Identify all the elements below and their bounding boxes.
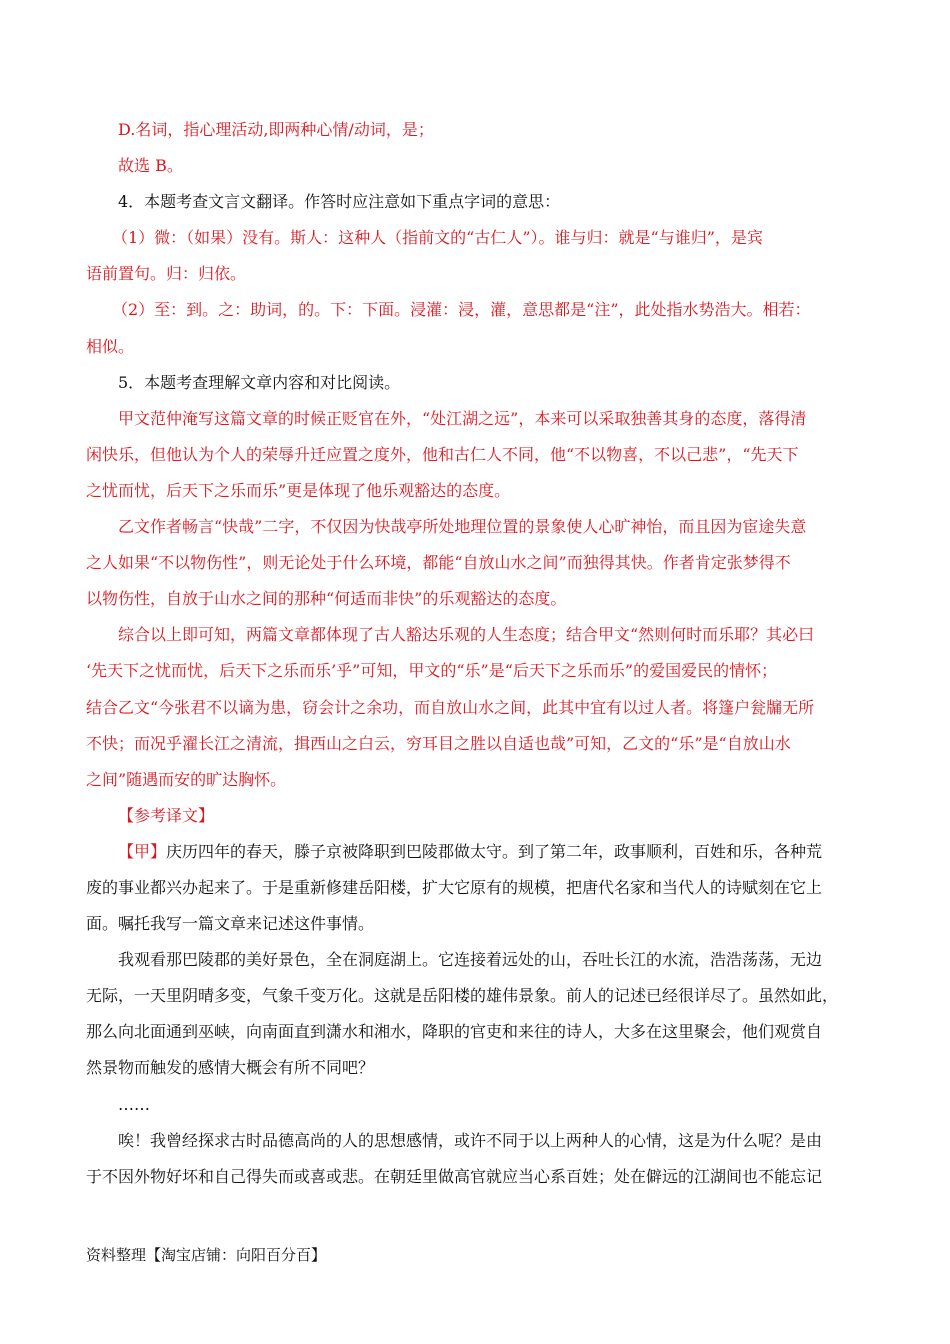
q4-point-2-line-2: 相似。: [86, 336, 135, 356]
q5-para3-line-3: 结合乙文“今张君不以谪为患，窃会计之余功，而自放山水之间，此其中宜有以过人者。将篷户瓮牖无所: [86, 697, 815, 717]
q5-para3-line-4: 不快；而况乎濯长江之清流，揖西山之白云，穷耳目之胜以自适也哉”可知，乙文的“乐”是“自放山水: [86, 733, 791, 753]
q4-point-1-line-1: （1）微：（如果）没有。斯人：这种人（指前文的“古仁人”）。谁与归：就是“与谁归”，是宾: [112, 228, 763, 248]
jia-marker: 【甲】: [118, 841, 167, 861]
q5-para3-line-1: 综合以上即可知，两篇文章都体现了古人豁达乐观的人生态度；结合甲文“然则何时而乐耶？其必曰: [118, 625, 815, 645]
q5-para3-line-5: 之间”随遇而安的旷达胸怀。: [86, 769, 287, 789]
translation-jia-line-1: 【甲】庆历四年的春天，滕子京被降职到巴陵郡做太守。到了第二年，政事顺利，百姓和乐，各种荒: [118, 841, 823, 861]
q5-heading: 5．本题考查理解文章内容和对比阅读。: [118, 372, 401, 392]
q5-para1-line-1: 甲文范仲淹写这篇文章的时候正贬官在外，“处江湖之远”，本来可以采取独善其身的态度，落得清: [118, 408, 807, 428]
translation-para2-line-3: 那么向北面通到巫峡，向南面直到潇水和湘水，降职的官吏和来往的诗人，大多在这里聚会，他们观赏自: [86, 1022, 823, 1042]
translation-para3-line-1: 唉！我曾经探求古时品德高尚的人的思想感情，或许不同于以上两种人的心情，这是为什么呢？是由: [118, 1130, 823, 1150]
q5-para2-line-3: 以物伤性，自放于山水之间的那种“何适而非快”的乐观豁达的态度。: [86, 589, 567, 609]
translation-para3-line-2: 于不因外物好坏和自己得失而或喜或悲。在朝廷里做高官就应当心系百姓；处在僻远的江湖间也不能忘记: [86, 1166, 823, 1186]
reference-translation-heading: 【参考译文】: [118, 805, 215, 825]
document-page: [86, 112, 858, 1195]
translation-para2-line-4: 然景物而触发的感情大概会有所不同吧？: [86, 1058, 375, 1078]
q5-para1-line-3: 之忧而忧，后天下之乐而乐”更是体现了他乐观豁达的态度。: [86, 480, 511, 500]
ellipsis-line: ……: [118, 1094, 150, 1114]
translation-jia-line-3: 面。嘱托我写一篇文章来记述这件事情。: [86, 914, 375, 934]
q5-para3-line-2: ‘先天下之忧而忧，后天下之乐而乐’乎”可知，甲文的“乐”是“后天下之乐而乐”的爱国爱民的情怀；: [86, 661, 778, 681]
q4-point-2-line-1: （2）至：到。之：助词，的。下：下面。浸灌：浸，灌，意思都是“注”，此处指水势浩大。相若：: [112, 300, 811, 320]
translation-para2-line-1: 我观看那巴陵郡的美好景色，全在洞庭湖上。它连接着远处的山，吞吐长江的水流，浩浩荡荡，无边: [118, 950, 823, 970]
q5-para2-line-1: 乙文作者畅言“快哉”二字，不仅因为快哉亭所处地理位置的景象使人心旷神怡，而且因为宦途失意: [118, 517, 807, 537]
translation-para2-line-2: 无际，一天里阴晴多变，气象千变万化。这就是岳阳楼的雄伟景象。前人的记述已经很详尽了。虽然如此，: [86, 986, 839, 1006]
answer-choice-line: 故选 B。: [118, 156, 183, 176]
page-footer: 资料整理【淘宝店铺：向阳百分百】: [86, 1246, 327, 1264]
q5-para2-line-2: 之人如果“不以物伤性”，则无论处于什么环境，都能“自放山水之间”而独得其快。作者肯定张梦得不: [86, 553, 791, 573]
q5-para1-line-2: 闲快乐，但他认为个人的荣辱升迁应置之度外，他和古仁人不同，他“不以物喜，不以己悲”，“先天下: [86, 444, 799, 464]
translation-jia-line-2: 废的事业都兴办起来了。于是重新修建岳阳楼，扩大它原有的规模，把唐代名家和当代人的诗赋刻在它上: [86, 877, 823, 897]
q4-heading: 4．本题考查文言文翻译。作答时应注意如下重点字词的意思：: [118, 192, 561, 212]
answer-d-line: D.名词，指心理活动,即两种心情/动词，是；: [118, 120, 434, 139]
q4-point-1-line-2: 语前置句。归：归依。: [86, 264, 247, 284]
